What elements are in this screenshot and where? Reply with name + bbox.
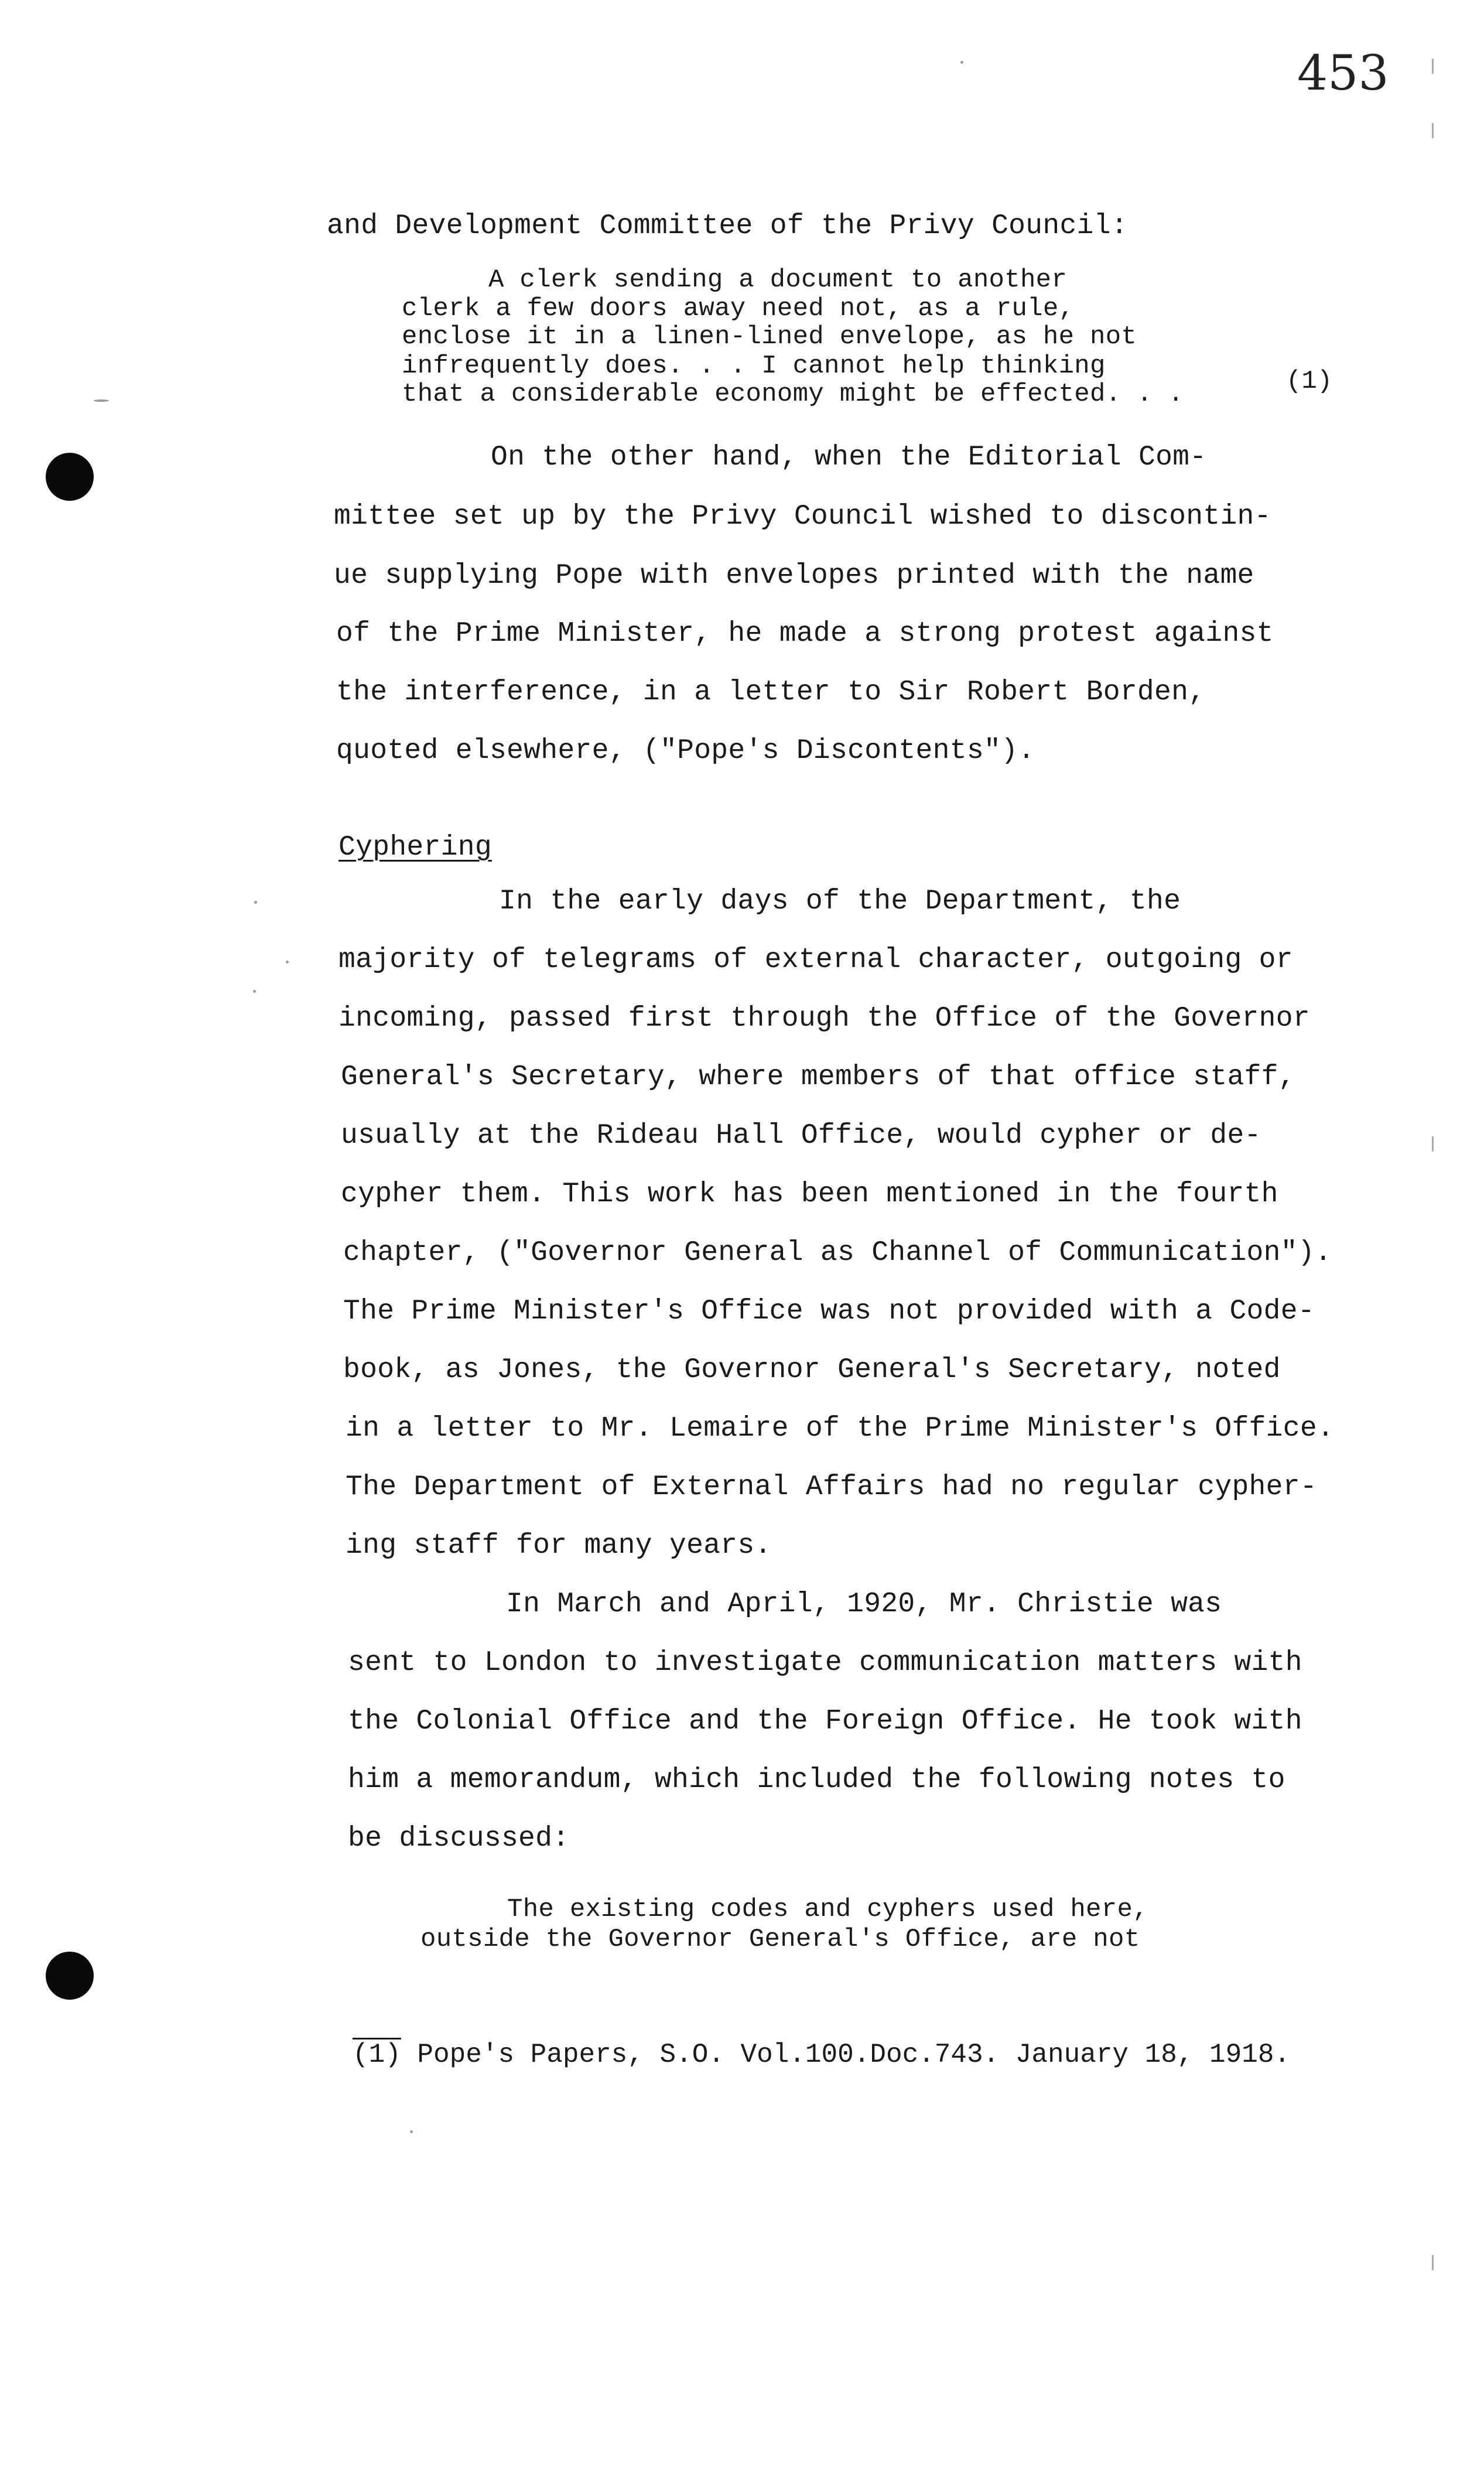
text-line: incoming, passed first through the Office of the Governor	[338, 1003, 1310, 1034]
text-line: the interference, in a letter to Sir Robert Borden,	[336, 677, 1206, 708]
scan-speck	[960, 61, 963, 64]
text-line: cypher them. This work has been mentioned in the fourth	[341, 1178, 1278, 1210]
text-line: book, as Jones, the Governor General's Secretary, noted	[343, 1354, 1281, 1386]
scan-speck	[286, 961, 289, 964]
quote-line: clerk a few doors away need not, as a rule,	[402, 294, 1075, 323]
quote-line: that a considerable economy might be effected. . .	[402, 380, 1184, 409]
quote-line: enclose it in a linen-lined envelope, as he not	[402, 322, 1137, 351]
edge-mark	[1432, 59, 1434, 74]
text-line: and Development Committee of the Privy Council:	[327, 210, 1128, 242]
text-line: ue supplying Pope with envelopes printed with the name	[334, 560, 1254, 592]
text-line: ing staff for many years.	[346, 1530, 772, 1562]
scan-speck	[254, 901, 257, 904]
quote-line: outside the Governor General's Office, are not	[420, 1925, 1140, 1954]
text-line: of the Prime Minister, he made a strong protest against	[336, 618, 1274, 650]
punch-hole-bottom	[46, 1952, 94, 2000]
quote-line: A clerk sending a document to another	[488, 265, 1068, 295]
text-line: sent to London to investigate communication matters with	[348, 1647, 1302, 1679]
edge-mark	[1432, 123, 1434, 138]
text-line: majority of telegrams of external character, outgoing or	[338, 944, 1293, 976]
text-line: On the other hand, when the Editorial Com-	[491, 442, 1207, 473]
text-line: usually at the Rideau Hall Office, would cypher or de-	[341, 1120, 1261, 1152]
footnote-text: Pope's Papers, S.O. Vol.100.Doc.743. January 18, 1918.	[401, 2039, 1291, 2070]
text-line: him a memorandum, which included the following notes to	[348, 1764, 1285, 1796]
text-line: the Colonial Office and the Foreign Office. He took with	[348, 1706, 1302, 1737]
edge-mark	[1432, 1136, 1434, 1152]
scan-speck	[253, 990, 256, 993]
quote-line: The existing codes and cyphers used here,	[507, 1895, 1148, 1924]
text-line: chapter, ("Governor General as Channel of Communication").	[343, 1237, 1332, 1269]
text-line: quoted elsewhere, ("Pope's Discontents").	[336, 735, 1035, 767]
text-line: In the early days of the Department, the	[499, 886, 1181, 917]
section-heading: Cyphering	[338, 832, 492, 863]
text-line: be discussed:	[348, 1823, 570, 1854]
text-line: in a letter to Mr. Lemaire of the Prime Minister's Office.	[346, 1413, 1335, 1444]
footnote	[353, 2039, 1290, 2070]
footnote-ref: (1)	[353, 2039, 401, 2070]
punch-hole-top	[46, 453, 94, 501]
footnote-marker: (1)	[1286, 367, 1333, 396]
edge-mark	[1432, 2255, 1434, 2270]
scan-speck	[94, 399, 109, 402]
scan-speck	[410, 2130, 413, 2133]
text-line: mittee set up by the Privy Council wished to discontin-	[334, 501, 1271, 532]
quote-line: infrequently does. . . I cannot help thinking	[402, 351, 1106, 381]
text-line: The Prime Minister's Office was not provided with a Code-	[343, 1296, 1315, 1327]
page-number: 453	[1297, 46, 1389, 101]
text-line: General's Secretary, where members of that office staff,	[341, 1061, 1295, 1093]
text-line: In March and April, 1920, Mr. Christie was	[506, 1588, 1222, 1620]
text-line: The Department of External Affairs had no regular cypher-	[346, 1471, 1317, 1503]
